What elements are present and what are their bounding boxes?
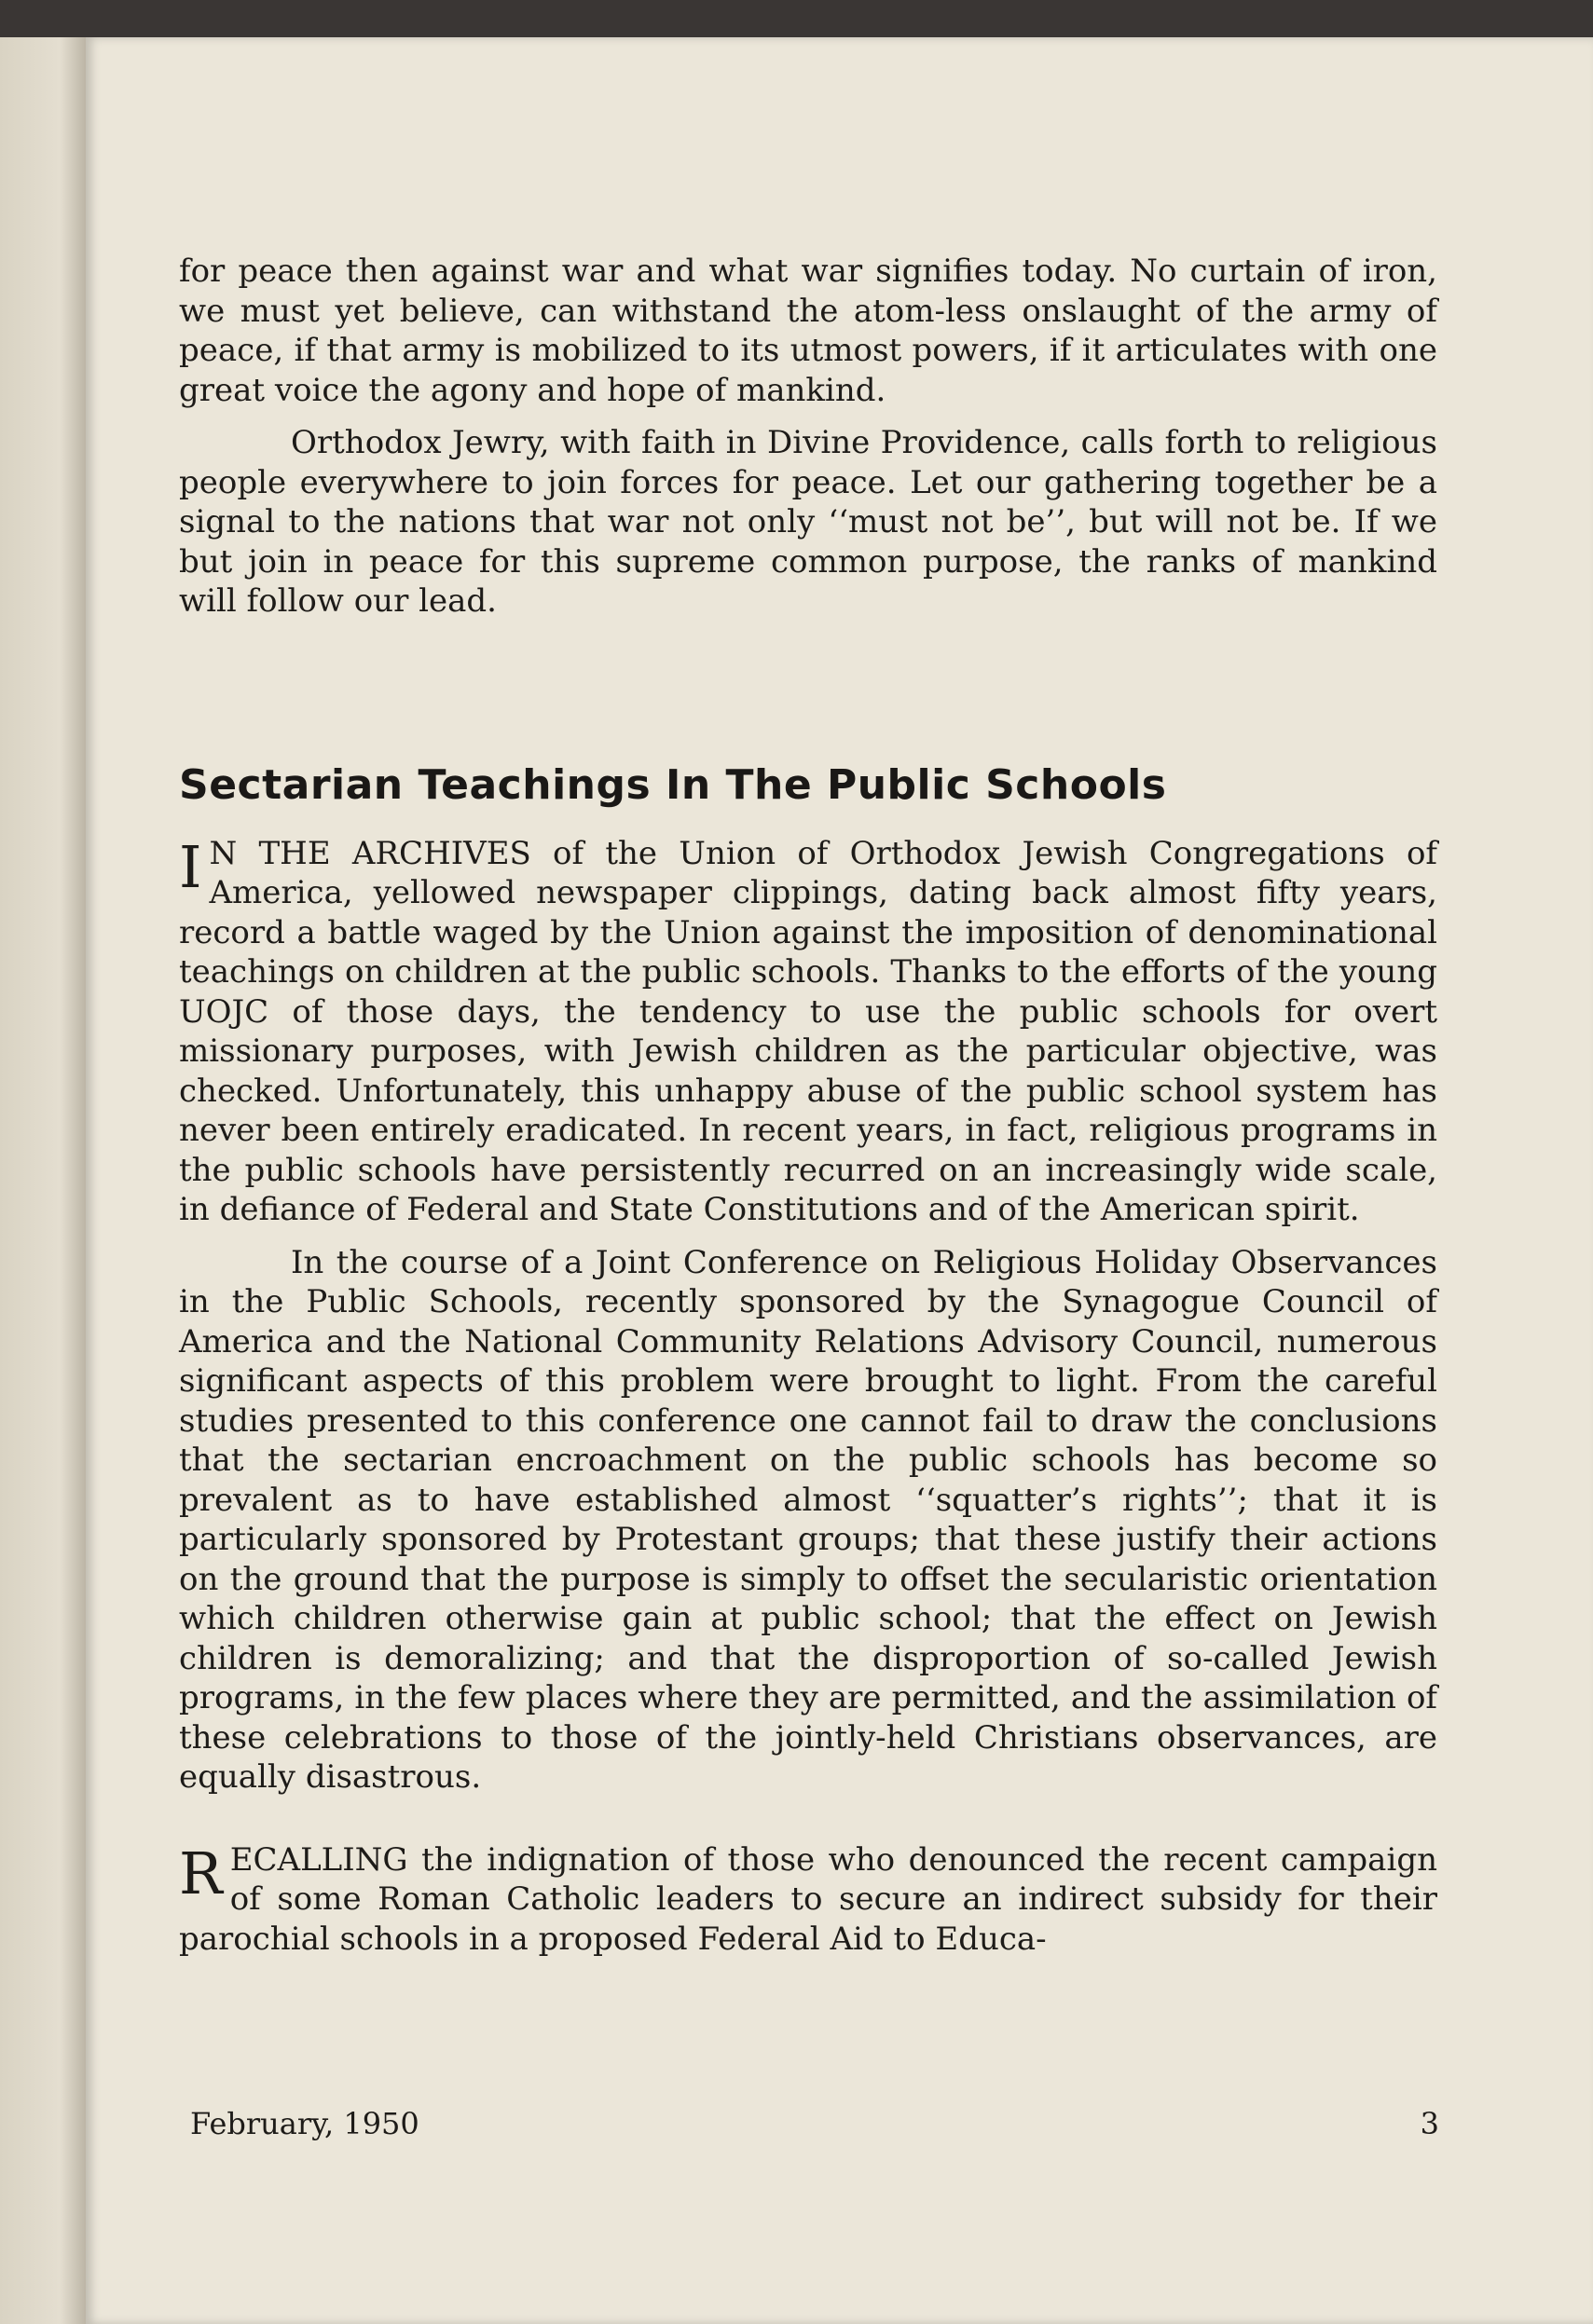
paragraph-3 — [179, 834, 1437, 1230]
section-heading: Sectarian Teachings In The Public Schools — [179, 760, 1167, 809]
document-page — [86, 37, 1593, 2324]
page-footer — [190, 2106, 1439, 2141]
footer-date: February, 1950 — [190, 2106, 419, 2141]
paragraph-5-text: ECALLING the indignation of those who denounced the recent campaign of some Roman Catholic leaders to secure an indirect subsidy for their parochial schools in a proposed Federal Aid to Educa- — [179, 1840, 1437, 1958]
paragraph-4: In the course of a Joint Conference on Religious Holiday Observances in the Public Schools, recently sponsored by the Synagogue Council of America and the National Community Relations Advisory Council, numerous significant aspects of this problem were brought to light. From the careful studies presented to this conference one cannot fail to draw the conclusions that the sectarian encroachment on the public schools has become so prevalent as to have established almost ‘‘squatter’s rights’’; that it is particularly sponsored by Protestant groups; that these justify their actions on the ground that the purpose is simply to offset the secularistic orientation which children otherwise gain at public school; that the effect on Jewish children is demoralizing; and that the disproportion of so-called Jewish programs, in the few places where they are permitted, and the assimilation of these celebrations to those of the jointly-held Christians observances, are equally disastrous. — [179, 1243, 1437, 1796]
text-column — [179, 252, 1437, 1959]
page-number: 3 — [1420, 2106, 1439, 2141]
paragraph-5 — [179, 1840, 1437, 1960]
paragraph-1: for peace then against war and what war signifies today. No curtain of iron, we must yet believe, can withstand the atom-less onslaught of the army of peace, if that army is mobilized to its utmost powers, if it articulates with one great voice the agony and hope of mankind. — [179, 253, 1437, 409]
binding-spine — [0, 37, 86, 2324]
paragraph-3-text: N THE ARCHIVES of the Union of Orthodox Jewish Congregations of America, yellowed newspaper clippings, dating back almost fifty years, record a battle waged by the Union against the imposition of denominational teachings on children at the public schools. Thanks to the efforts of the young UOJC of those days, the tendency to use the public schools for overt missionary purposes, with Jewish children as the particular objective, was checked. Unfortunately, this unhappy abuse of the public school system has never been entirely eradicated. In recent years, in fact, religious programs in the public schools have persistently recurred on an increasingly wide scale, in defiance of Federal and State Constitutions and of the American spirit. — [179, 834, 1437, 1228]
paragraph-2: Orthodox Jewry, with faith in Divine Providence, calls forth to religious people everywhere to join forces for peace. Let our gathering together be a signal to the nations that war not only ‘‘must not be’’, but will not be. If we but join in peace for this supreme common purpose, the ranks of mankind will follow our lead. — [179, 424, 1437, 620]
drop-cap-r: R — [179, 1839, 223, 1907]
drop-cap-i: I — [179, 832, 202, 901]
